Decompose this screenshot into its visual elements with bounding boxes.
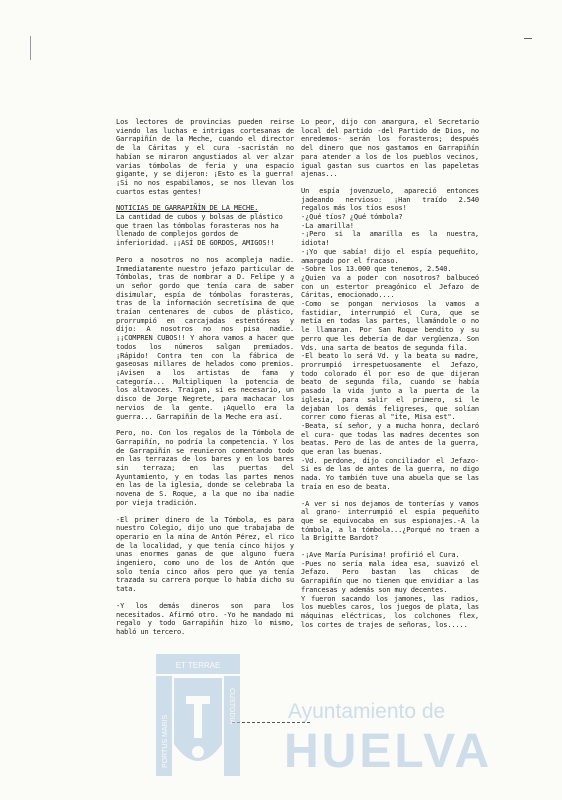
paragraph: -Y los demás dineros son para los necesitados. Afirmó otro. -Yo he mandado mi regalo y todo Garrapiñín hizo lo mismo, habló un tercero. — [116, 601, 294, 636]
seal-left-text: PORTUS MARIS — [162, 714, 169, 768]
city-seal-icon — [150, 648, 246, 786]
seal-top-text: ET TERRAE — [175, 661, 221, 670]
seal-right-text: CUSTODIA — [228, 688, 235, 725]
section-heading: NOTICIAS DE GARRAPIÑÍN DE LA MECHE. — [116, 204, 259, 213]
watermark — [150, 648, 493, 788]
paragraph: -El primer dinero de la Tómbola, es para nuestro Colegio, dijo uno que trabajaba de operario en la mina de Antón Pérez, el rico de la localidad, y que tenía cinco hijos y unas enormes ganas de que alguno fuera ingeniero, como uno de los de Antón que solo tenía cinco años pero que ya tenía trazada su carrera porque lo había dicho su tata. — [116, 515, 294, 594]
paragraph: Pero a nosotros no nos acompleja nadie. Inmediatamente nuestro jefazo particular de Tómbolas, tras de nombrar a D. Felipe y a un señor gordo que tenía cara de saber disimular, espía de tómbolas forasteras, tras de la información secretísima de que traían centenares de cubos de plástico, prorrumpió en carcajadas estentóreas y dijo: A nosotros no nos pisa nadie. ¡¡COMPREN CUBOS!! Y ahora vamos a hacer que todos los números salgan premiados. ¡Rápido! Contra ten con la fábrica de gaseosas millares de helados como premios. ¡Avisen a los artistas de fama y categoría... Multipliquen la potencia de los altavoces. Traigan, si es necesario, un disco de Jorge Negrete, para machacar los nervios de la gente. ¡Aquello era la guerra... Garrapiñín de la Meche era así. — [116, 255, 294, 421]
scan-edge-mark — [30, 36, 41, 60]
paragraph: -A ver si nos dejamos de tonterías y vamos al grano- interrumpió el espía pequeñito que se equivocaba en sus espionajes.-A la tómbola, a la tómbola...¿Porqué no traen a la Brigitte Bardot? — [301, 499, 479, 543]
watermark-city: HUELVA — [284, 725, 493, 778]
paragraph: Lo peor, dijo con amargura, el Secretario local del partido -del Partido de Dios, no enredemos- serán los forasteros; después del dinero que nos gastamos en Garrapiñín para atender a los de los pueblos vecinos, igual gastan sus cuartos en las papeletas ajenas... — [301, 118, 479, 179]
left-column — [116, 118, 294, 645]
watermark-name: Ayuntamiento de — [288, 700, 446, 723]
section-subheading: La cantidad de cubos y bolsas de plástico que traen las tómbolas forasteras nos ha llenado de complejos gordos de inferioridad. ¡¡ASÍ DE GORDOS, AMIGOS!! — [116, 213, 283, 248]
dialogue-paragraph: -¡Ave María Purísima! profirió el Cura. -Pues no sería mala idea esa, suavizó el Jefazo. Pero bastan las chicas de Garrapiñín que no tienen que envidiar a las francesas y además son muy decentes. Y fueron sacando los jamones, las radios, los muebles caros, los juegos de plata, las máquinas eléctricas, los colchones flex, los cortes de trajes de señoras, los..... — [301, 551, 479, 629]
intro-paragraph: Los lectores de provincias pueden reirse viendo las luchas e intrigas cortesanas de Garrapiñín de la Meche, cuando el director de la Cáritas y el cura -sacristán no habían se miraron angustiados al ver alzar varias tómbolas de feria y una espacio gigante, y se dijeron: ¡Esto es la guerra! ¡Si no nos espabilamos, se nos llevan los cuartos estas gentes! — [116, 118, 294, 196]
dialogue-paragraph: Un espía jovenzuelo, apareció entonces jadeando nervioso: ¡Han traído 2.540 regalos más los tíos esos! -¿Qué tíos? ¿Qué tómbola? -La amarilla! -¡Pero si la amarilla es la nuestra, idiota! -¡Yo que sabía! dijo el espía pequeñito, amargado por el fracaso. -Sobre los 13.000 que tenemos, 2.540. ¿Quien va a poder con nosotros? balbuceó con un estertor preagónico el Jefazo de Cáritas, emocionado.... -Como se pongan nerviosos la vamos a fastidiar, interrumpió el Cura, que se metía en todas las partes, llamándole o no le llamaran. Por San Roque bendito y su perro que les debería de dar vergüenza. Son Vds. una sarta de beatos de segunda fila. -El beato lo será Vd. y la beata su madre, prorrumpió irrespetuosamente el Jefazo, todo colorado él por eso de que dijeran beato de segunda fila, cuando se había pasado la vida junto a la puerta de la iglesia, para salir el primero, si le dejaban los demás feligreses, que solían correr como fieras al "ite, Misa est". -Beata, sí señor, y a mucha honra, declaró el cura- que todas las madres decentes son beatas. Pero de las de antes de la guerra, que eran las buenas. -Vd. perdone, dijo conciliador el Jefazo- Si es de las de antes de la guerra, no digo nada. Yo también tuve una abuela que se las traía en eso de beata. — [301, 186, 479, 491]
paragraph: Pero, no. Con los regalos de la Tómbola de Garrapiñín, no podría la competencia. Y los de Garrapiñín se reunieron comentando todo en las terrazas de los bares y en los bares sin terraza; en las puertas del Ayuntamiento, y en todas las partes menos en las de la iglesia, donde se celebraba la novena de S. Roque, a la que no iba nadie por vieja tradición. — [116, 429, 294, 507]
page-mark — [524, 38, 532, 39]
right-column — [301, 118, 479, 637]
